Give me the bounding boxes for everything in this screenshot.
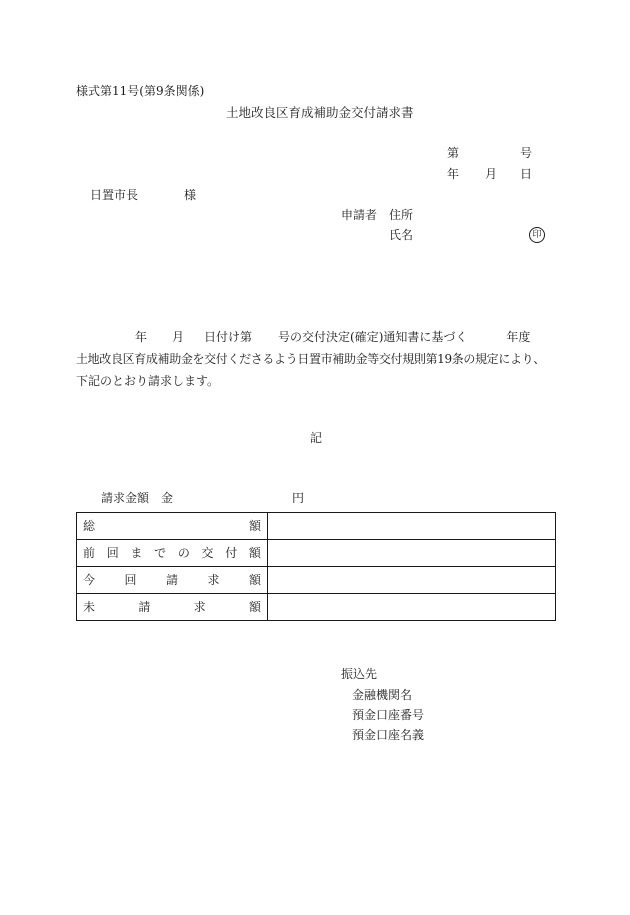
seal-mark: 印 xyxy=(529,227,545,243)
previous-paid-amount-cell[interactable] xyxy=(268,540,556,567)
bank-heading: 振込先 xyxy=(341,667,378,681)
table-row xyxy=(77,540,556,567)
row-label-unrequested: 未 請 求 額 xyxy=(77,594,268,621)
body-fiscal-year: 年度 xyxy=(506,330,531,344)
body-month: 月 xyxy=(172,330,185,344)
body-dated: 日付け第 xyxy=(204,330,253,344)
name-label: 氏名 xyxy=(389,228,414,242)
request-amount-kin: 金 xyxy=(161,491,174,505)
date-day: 日 xyxy=(520,167,533,181)
body-line-2: 土地改良区育成補助金を交付くださるよう日置市補助金等交付規則第19条の規定により、 xyxy=(76,352,545,366)
table-row xyxy=(77,513,556,540)
amount-table xyxy=(76,512,556,621)
applicant-label: 申請者 xyxy=(341,208,378,222)
current-request-amount-cell[interactable] xyxy=(268,567,556,594)
row-label-total: 総 額 xyxy=(77,513,268,540)
body-line-1 xyxy=(76,326,556,348)
document-title: 土地改良区育成補助金交付請求書 xyxy=(226,105,414,120)
request-amount-yen: 円 xyxy=(292,491,305,505)
date-month: 月 xyxy=(485,167,498,181)
row-label-current-request: 今 回 請 求 額 xyxy=(77,567,268,594)
body-line-3: 下記のとおり請求します。 xyxy=(76,374,220,388)
unrequested-amount-cell[interactable] xyxy=(268,594,556,621)
table-row xyxy=(77,567,556,594)
row-label-previous-paid: 前 回 ま で の 交 付 額 xyxy=(77,540,268,567)
doc-number-dai: 第 xyxy=(447,146,460,160)
form-number: 様式第11号(第9条関係) xyxy=(76,84,205,98)
addressee-honorific: 様 xyxy=(184,188,197,202)
body-notice: 号の交付決定(確定)通知書に基づく xyxy=(278,330,468,344)
addressee-name: 日置市長 xyxy=(90,188,139,202)
bank-account-number-label: 預金口座番号 xyxy=(352,708,425,722)
date-year: 年 xyxy=(447,167,460,181)
bank-account-name-label: 預金口座名義 xyxy=(352,728,425,742)
bank-institution-label: 金融機関名 xyxy=(352,688,413,702)
address-label: 住所 xyxy=(389,208,414,222)
table-row xyxy=(77,594,556,621)
ki-heading: 記 xyxy=(310,431,323,445)
request-body xyxy=(76,326,556,392)
doc-number-go: 号 xyxy=(520,146,533,160)
body-year: 年 xyxy=(135,330,148,344)
request-amount-label: 請求金額 xyxy=(101,491,150,505)
total-amount-cell[interactable] xyxy=(268,513,556,540)
